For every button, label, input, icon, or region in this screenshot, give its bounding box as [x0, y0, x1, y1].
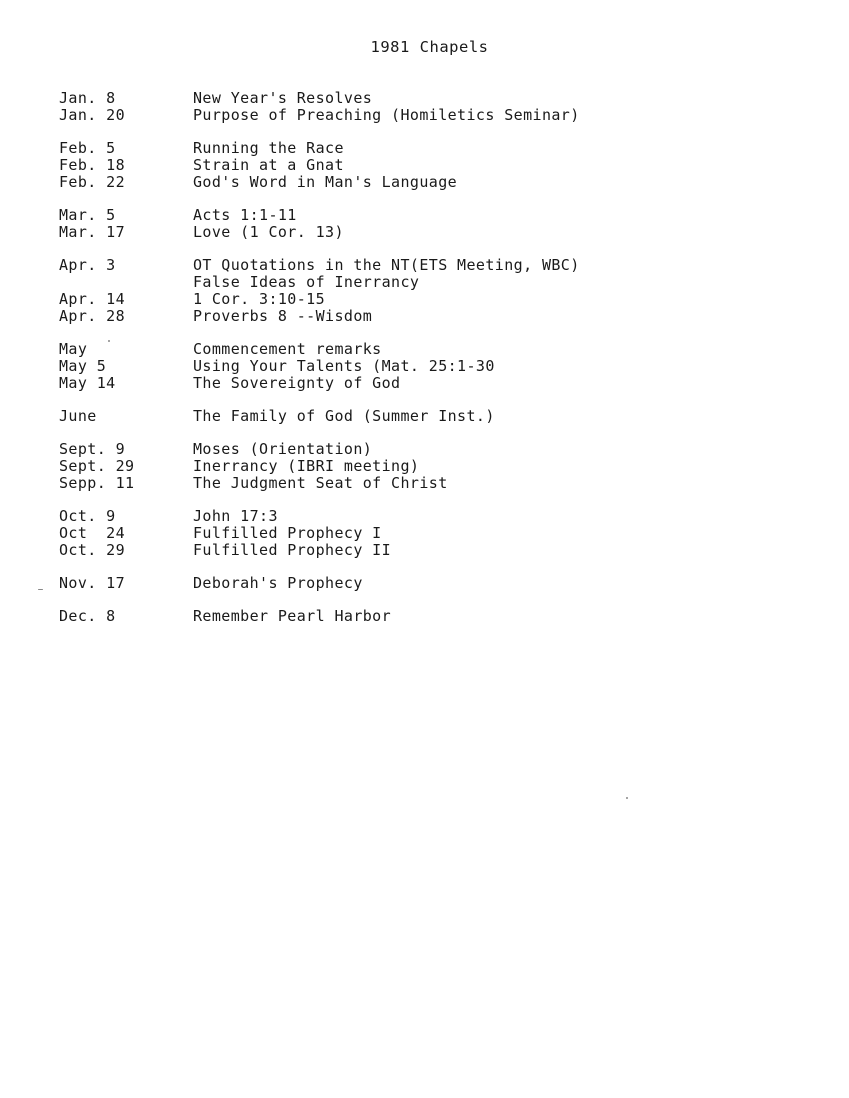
- schedule-row: [59, 375, 759, 392]
- schedule-row: [59, 291, 759, 308]
- schedule-group: [59, 140, 759, 191]
- schedule-row: [59, 257, 759, 274]
- chapel-date: Jan. 8: [59, 89, 116, 107]
- chapel-date: Apr. 28: [59, 307, 126, 325]
- schedule-group: [59, 441, 759, 492]
- chapel-topic: Fulfilled Prophecy II: [193, 541, 392, 559]
- schedule-group: [59, 257, 759, 325]
- chapel-date: Apr. 3: [59, 256, 116, 274]
- chapel-topic: Remember Pearl Harbor: [193, 607, 392, 625]
- chapel-topic: 1 Cor. 3:10-15: [193, 290, 326, 308]
- schedule-row: [59, 608, 759, 625]
- chapel-topic: Strain at a Gnat: [193, 156, 344, 174]
- schedule-row: [59, 341, 759, 358]
- chapel-topic: Fulfilled Prophecy I: [193, 524, 382, 542]
- chapel-date: May 14: [59, 374, 116, 392]
- chapel-topic: Proverbs 8 --Wisdom: [193, 307, 373, 325]
- chapel-topic: Deborah's Prophecy: [193, 574, 363, 592]
- chapel-date: Feb. 18: [59, 156, 126, 174]
- chapel-topic: Moses (Orientation): [193, 440, 373, 458]
- schedule-group: [59, 90, 759, 124]
- schedule-group: [59, 341, 759, 392]
- schedule-group: [59, 408, 759, 425]
- chapel-topic: The Family of God (Summer Inst.): [193, 407, 495, 425]
- scan-speck: [626, 797, 628, 799]
- chapel-topic: Purpose of Preaching (Homiletics Seminar): [193, 106, 580, 124]
- schedule-group: [59, 207, 759, 241]
- chapel-topic: OT Quotations in the NT(ETS Meeting, WBC): [193, 256, 580, 274]
- chapel-date: May: [59, 340, 88, 358]
- chapel-topic: False Ideas of Inerrancy: [193, 273, 420, 291]
- page-title: 1981 Chapels: [370, 38, 489, 56]
- schedule-row: [59, 174, 759, 191]
- chapel-date: Apr. 14: [59, 290, 126, 308]
- schedule-row: [59, 525, 759, 542]
- chapel-topic: The Judgment Seat of Christ: [193, 474, 448, 492]
- chapel-topic: New Year's Resolves: [193, 89, 373, 107]
- schedule-group: [59, 575, 759, 592]
- schedule-row: [59, 408, 759, 425]
- chapel-topic: The Sovereignty of God: [193, 374, 401, 392]
- chapel-topic: Inerrancy (IBRI meeting): [193, 457, 420, 475]
- chapel-date: May 5: [59, 357, 107, 375]
- chapel-date: Feb. 5: [59, 139, 116, 157]
- chapel-date: Sepp. 11: [59, 474, 135, 492]
- chapel-date: June: [59, 407, 97, 425]
- chapel-date: Jan. 20: [59, 106, 126, 124]
- schedule-row: [59, 458, 759, 475]
- schedule-row: [59, 157, 759, 174]
- chapel-date: Sept. 9: [59, 440, 126, 458]
- schedule-group: [59, 608, 759, 625]
- chapel-topic: Acts 1:1-11: [193, 206, 297, 224]
- chapel-date: Oct. 9: [59, 507, 116, 525]
- chapel-date: Mar. 17: [59, 223, 126, 241]
- chapel-topic: Running the Race: [193, 139, 344, 157]
- chapel-date: Feb. 22: [59, 173, 126, 191]
- schedule-row: [59, 475, 759, 492]
- chapel-topic: Commencement remarks: [193, 340, 382, 358]
- schedule-row: [59, 107, 759, 124]
- chapel-topic: God's Word in Man's Language: [193, 173, 458, 191]
- chapel-date: Mar. 5: [59, 206, 116, 224]
- chapel-topic: Love (1 Cor. 13): [193, 223, 344, 241]
- schedule-group: [59, 508, 759, 559]
- schedule-row: [59, 140, 759, 157]
- chapel-date: [59, 274, 193, 291]
- scan-speck: [108, 340, 110, 342]
- schedule-row: [59, 274, 759, 291]
- schedule-row: [59, 542, 759, 559]
- schedule-row: [59, 90, 759, 107]
- schedule-row: [59, 441, 759, 458]
- chapel-date: Dec. 8: [59, 607, 116, 625]
- chapel-topic: Using Your Talents (Mat. 25:1-30: [193, 357, 495, 375]
- schedule-row: [59, 358, 759, 375]
- schedule-row: [59, 207, 759, 224]
- schedule-row: [59, 508, 759, 525]
- schedule-row: [59, 575, 759, 592]
- schedule-row: [59, 224, 759, 241]
- chapel-date: Oct. 29: [59, 541, 126, 559]
- scan-speck: [38, 589, 43, 590]
- chapel-topic: John 17:3: [193, 507, 278, 525]
- schedule-row: [59, 308, 759, 325]
- chapel-date: Oct 24: [59, 524, 126, 542]
- chapel-date: Sept. 29: [59, 457, 135, 475]
- chapel-schedule: [59, 90, 759, 641]
- chapel-date: Nov. 17: [59, 574, 126, 592]
